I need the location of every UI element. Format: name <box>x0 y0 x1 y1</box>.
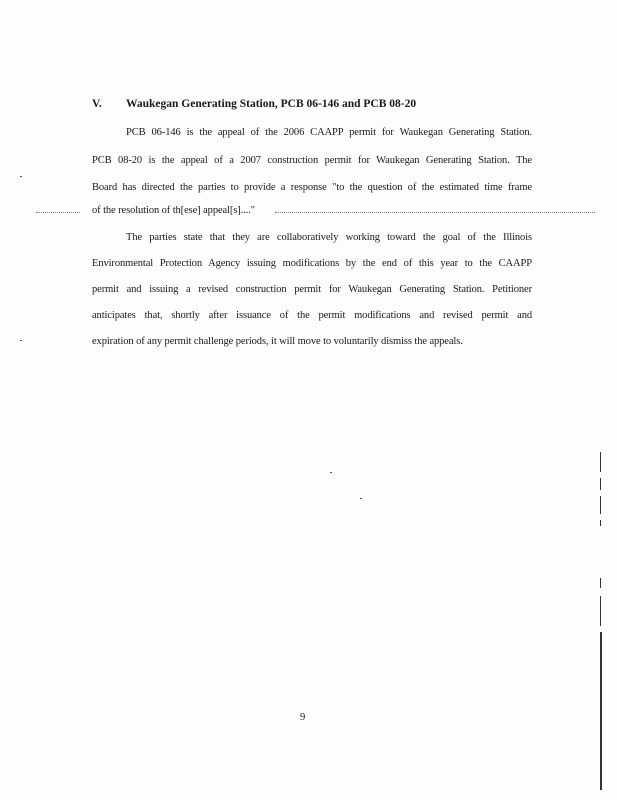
scan-edge-line <box>600 578 601 588</box>
scan-edge-line <box>600 496 601 514</box>
scan-edge-line <box>600 520 601 526</box>
paragraph-1-line-1: PCB 06-146 is the appeal of the 2006 CAAPP permit for Waukegan Generating Station. <box>126 127 532 138</box>
paragraph-1-line-4: of the resolution of th[ese] appeal[s]...." <box>92 205 255 216</box>
section-title: Waukegan Generating Station, PCB 06-146 and PCB 08-20 <box>126 98 417 110</box>
paragraph-1-line-2: PCB 08-20 is the appeal of a 2007 construction permit for Waukegan Generating Station. The <box>92 155 532 166</box>
scan-edge-line <box>600 596 601 626</box>
scan-edge-line <box>600 452 601 472</box>
paragraph-2-line-3: permit and issuing a revised construction permit for Waukegan Generating Station. Petitioner <box>92 284 532 295</box>
scan-speck <box>20 340 22 341</box>
paragraph-2-line-1: The parties state that they are collaboratively working toward the goal of the Illinois <box>126 232 532 243</box>
scan-edge-line <box>600 632 602 790</box>
paragraph-2-line-5: expiration of any permit challenge periods, it will move to voluntarily dismiss the appeals. <box>92 336 463 347</box>
section-heading <box>92 98 416 110</box>
scan-artifact-dots-left <box>36 212 80 214</box>
section-number: V. <box>92 98 102 110</box>
paragraph-1-line-3: Board has directed the parties to provide a response "to the question of the estimated time frame <box>92 182 532 193</box>
scan-speck <box>20 176 22 177</box>
scan-edge-line <box>600 478 601 490</box>
page-number: 9 <box>300 712 306 723</box>
scan-speck <box>330 472 332 473</box>
paragraph-2-line-2: Environmental Protection Agency issuing modifications by the end of this year to the CAAPP <box>92 258 532 269</box>
paragraph-2-line-4: anticipates that, shortly after issuance of the permit modifications and revised permit and <box>92 310 532 321</box>
scan-artifact-dots-right <box>275 212 595 214</box>
scan-speck <box>360 498 362 499</box>
